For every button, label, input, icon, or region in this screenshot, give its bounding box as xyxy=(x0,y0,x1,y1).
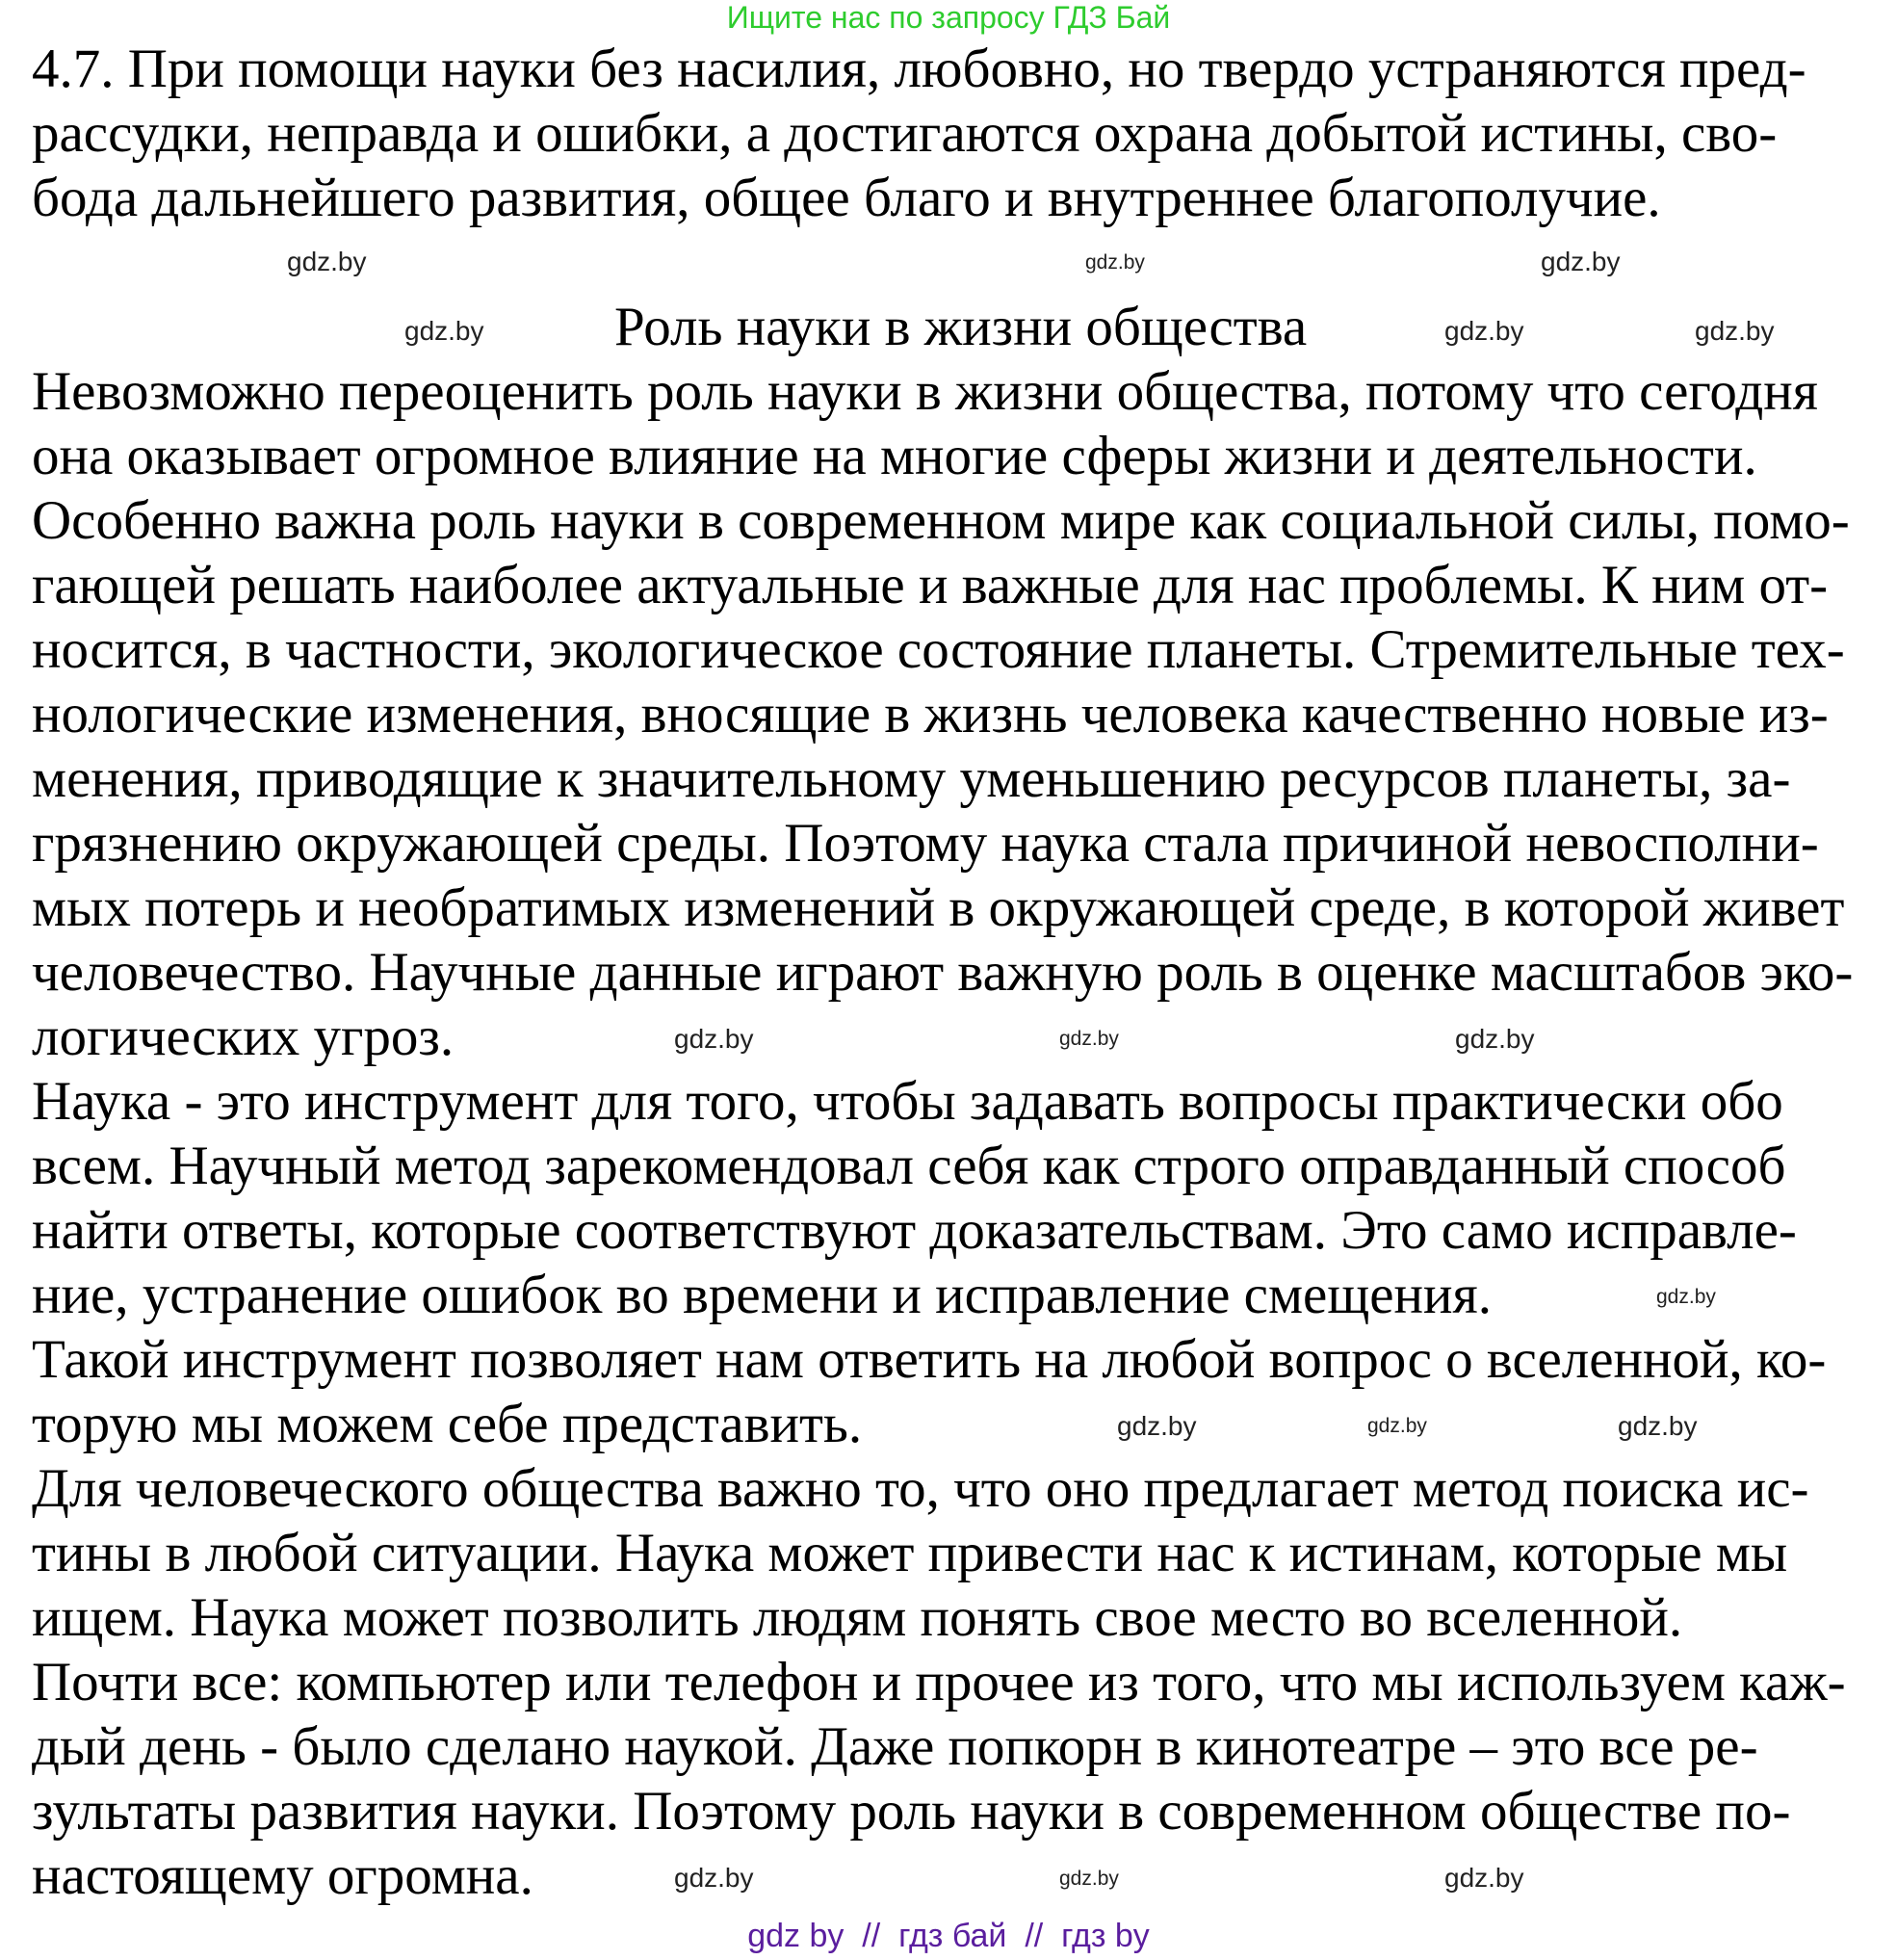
watermark: gdz.by xyxy=(1059,1868,1119,1890)
watermark: gdz.by xyxy=(1444,316,1524,346)
watermark: gdz.by xyxy=(674,1863,754,1893)
text-line: человечество. Научные данные играют важную роль в оценке масштабов эко- xyxy=(32,942,1854,1003)
text-line: гающей решать наиболее актуальные и важные для нас проблемы. К ним от- xyxy=(32,555,1829,615)
text-line: всем. Научный метод зарекомендовал себя как строго оправданный способ xyxy=(32,1136,1786,1196)
text-line: ние, устранение ошибок во времени и исправление смещения. xyxy=(32,1265,1492,1325)
footer-links: gdz by // гдз бай // гдз by xyxy=(747,1918,1150,1954)
watermark: gdz.by xyxy=(1117,1411,1197,1441)
watermark: gdz.by xyxy=(1059,1028,1119,1050)
text-line: она оказывает огромное влияние на многие сферы жизни и деятельности. xyxy=(32,426,1757,486)
watermark: gdz.by xyxy=(1695,316,1775,346)
text-line: логических угроз. xyxy=(32,1006,455,1067)
text-line: грязнению окружающей среды. Поэтому наука стала причиной невосполни- xyxy=(32,813,1819,874)
watermark: gdz.by xyxy=(1085,251,1145,274)
text-line: мых потерь и необратимых изменений в окружающей среде, в которой живет xyxy=(32,877,1845,938)
text-line: бода дальнейшего развития, общее благо и внутреннее благополучие. xyxy=(32,168,1661,228)
text-line: Почти все: компьютер или телефон и прочее из того, что мы используем каж- xyxy=(32,1652,1846,1712)
watermark: gdz.by xyxy=(404,316,484,346)
text-line: торую мы можем себе представить. xyxy=(32,1394,863,1454)
text-line: менения, приводящие к значительному уменьшению ресурсов планеты, за- xyxy=(32,748,1791,809)
text-line: Невозможно переоценить роль науки в жизни общества, потому что сегодня xyxy=(32,361,1819,422)
watermark: gdz.by xyxy=(1367,1415,1427,1437)
watermark: gdz.by xyxy=(1618,1411,1698,1441)
text-line: Такой инструмент позволяет нам ответить на любой вопрос о вселенной, ко- xyxy=(32,1329,1827,1390)
watermark: gdz.by xyxy=(1656,1286,1716,1308)
blank-line xyxy=(32,230,41,295)
text-line: найти ответы, которые соответствуют доказательствам. Это само исправле- xyxy=(32,1200,1797,1261)
section-heading: Роль науки в жизни общества xyxy=(614,297,1308,357)
text-line: ищем. Наука может позволить людям понять свое место во вселенной. xyxy=(32,1587,1683,1648)
text-line: Для человеческого общества важно то, что оно предлагает метод поиска ис- xyxy=(32,1458,1809,1519)
body-text xyxy=(32,359,1853,1908)
text-line: зультаты развития науки. Поэтому роль науки в современном обществе по- xyxy=(32,1781,1791,1842)
watermark: gdz.by xyxy=(1455,1024,1535,1054)
text-line: настоящему огромна. xyxy=(32,1845,533,1906)
watermark: gdz.by xyxy=(1541,247,1621,276)
text-line: Наука - это инструмент для того, чтобы задавать вопросы практически обо xyxy=(32,1071,1783,1132)
text-line: 4.7. При помощи науки без насилия, любовно, но твердо устраняются пред- xyxy=(32,39,1806,99)
text-line: дый день - было сделано наукой. Даже попкорн в кинотеатре – это все ре- xyxy=(32,1716,1758,1777)
text-line: рассудки, неправда и ошибки, а достигаются охрана добытой истины, сво- xyxy=(32,103,1778,164)
watermark: gdz.by xyxy=(287,247,367,276)
watermark: gdz.by xyxy=(1444,1863,1524,1893)
text-line: тины в любой ситуации. Наука может привести нас к истинам, которые мы xyxy=(32,1523,1788,1583)
header-banner: Ищите нас по запросу ГДЗ Бай xyxy=(726,0,1171,35)
document-text xyxy=(32,37,1853,1908)
text-line: носится, в частности, экологическое состояние планеты. Стремительные тех- xyxy=(32,619,1845,680)
text-line: Особенно важна роль науки в современном мире как социальной силы, помо- xyxy=(32,490,1850,551)
watermark: gdz.by xyxy=(674,1024,754,1054)
text-line: нологические изменения, вносящие в жизнь человека качественно новые из- xyxy=(32,684,1829,745)
